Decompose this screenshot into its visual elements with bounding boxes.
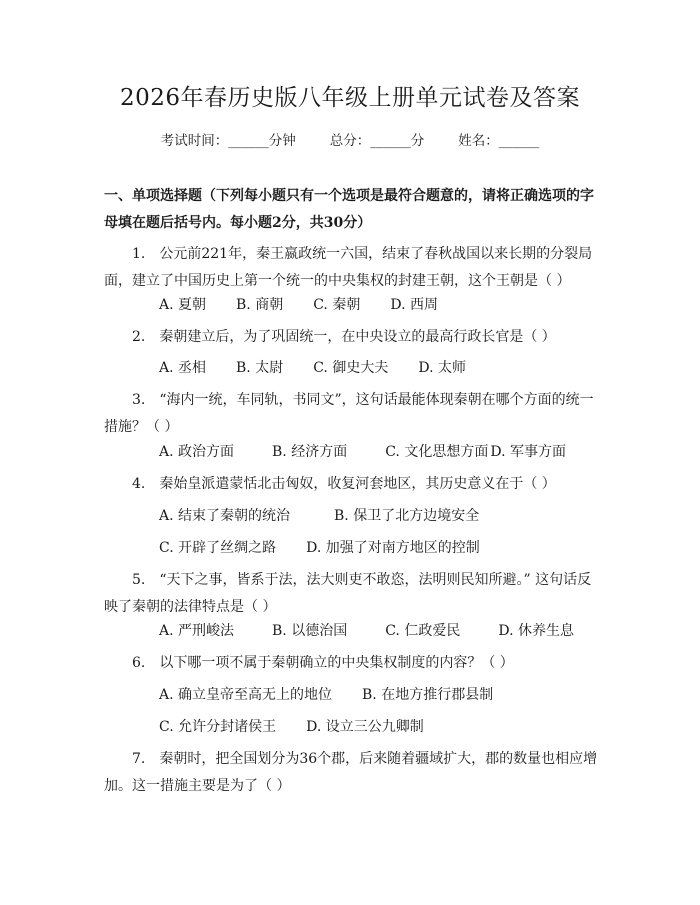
exam-info-line: [0, 128, 700, 154]
option-d: D. 军事方面: [490, 444, 566, 460]
question-6-options-row2: [159, 714, 468, 741]
total-score-field: 总分：______分: [329, 133, 425, 149]
option-a: A. 严刑峻法: [159, 623, 235, 639]
question-1-stem: 1. 公元前221年，秦王嬴政统一六国，结束了春秋战国以来长期的分裂局面，建立了中国历史上第一个统一的中央集权的封建王朝，这个王朝是（ ）: [104, 246, 593, 289]
option-a: A. 丞相: [159, 360, 207, 376]
option-c: C. 文化思想方面: [385, 444, 489, 460]
question-6-stem: 6. 以下哪一项不属于秦朝确立的中央集权制度的内容？（ ）: [132, 655, 514, 671]
option-b: B. 在地方推行郡县制: [362, 687, 494, 703]
option-c: C. 御史大夫: [313, 360, 389, 376]
page-title: 2026年春历史版八年级上册单元试卷及答案: [119, 85, 581, 111]
question-4-stem: 4. 秦始皇派遣蒙恬北击匈奴，收复河套地区，其历史意义在于（ ）: [132, 476, 556, 492]
question-7-stem: 7. 秦朝时，把全国划分为36个郡，后来随着疆域扩大，郡的数量也相应增加。这一措施主要是为了（ ）: [104, 751, 598, 794]
question-3-stem: 3. “海内一统，车同轨，书同文”，这句话最能体现秦朝在哪个方面的统一措施？（ ）: [104, 392, 594, 435]
option-a: A. 政治方面: [159, 444, 235, 460]
option-a: A. 结束了秦朝的统治: [159, 508, 291, 524]
option-c: C. 开辟了丝绸之路: [159, 540, 277, 556]
question-3-options: [159, 439, 604, 466]
option-b: B. 保卫了北方边境安全: [334, 508, 480, 524]
option-a: A. 确立皇帝至高无上的地位: [159, 687, 333, 703]
exam-time-field: 考试时间：______分钟: [160, 133, 296, 149]
student-name-field: 姓名：______: [458, 133, 540, 149]
option-d: D. 西周: [390, 297, 438, 313]
question-5-stem: 5. “天下之事，皆系于法，法大则吏不敢恣，法明则民知所避。” 这句话反映了秦朝的法律特点是（ ）: [104, 572, 592, 615]
section-heading: 一、单项选择题（下列每小题只有一个选项是最符合题意的，请将正确选项的字母填在题后括号内。每小题2分，共30分）: [104, 188, 594, 231]
option-b: B. 以德治国: [272, 623, 348, 639]
question-6-options-row1: [159, 682, 537, 709]
option-c: C. 秦朝: [313, 297, 361, 313]
option-d: D. 加强了对南方地区的控制: [306, 540, 480, 556]
option-b: B. 太尉: [236, 360, 284, 376]
question-4-options-row1: [159, 503, 523, 530]
question-4-options-row2: [159, 535, 524, 562]
question-5-options: [159, 618, 612, 645]
option-c: C. 仁政爱民: [385, 623, 461, 639]
option-d: D. 设立三公九卿制: [306, 719, 424, 735]
option-d: D. 太师: [418, 360, 466, 376]
option-d: D. 休养生息: [498, 623, 574, 639]
option-b: B. 经济方面: [272, 444, 348, 460]
option-a: A. 夏朝: [159, 297, 207, 313]
option-c: C. 允许分封诸侯王: [159, 719, 277, 735]
question-2-options: [159, 355, 496, 382]
question-2-stem: 2. 秦朝建立后，为了巩固统一，在中央设立的最高行政长官是（ ）: [132, 329, 556, 345]
option-b: B. 商朝: [236, 297, 284, 313]
question-1-options: [159, 292, 468, 319]
